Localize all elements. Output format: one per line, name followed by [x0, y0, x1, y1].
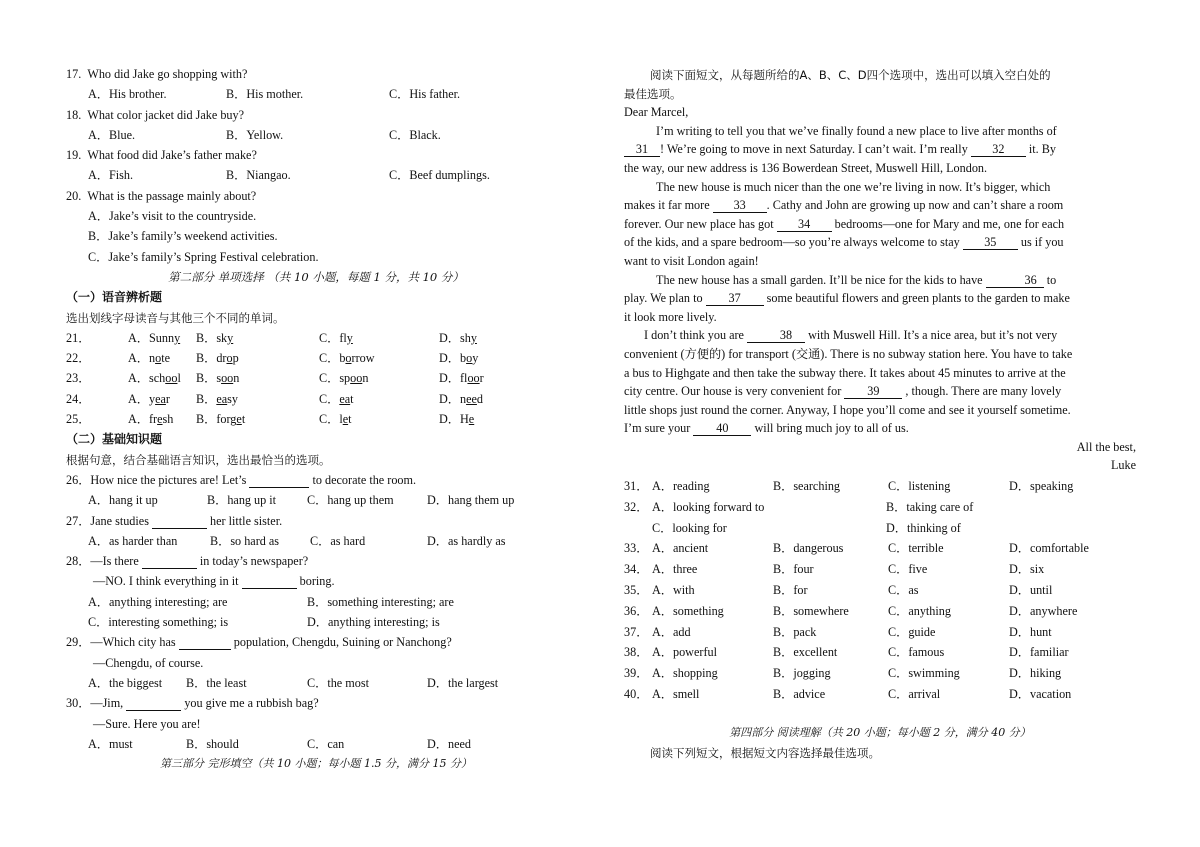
word-part: A．Sunn: [128, 330, 175, 345]
option-a[interactable]: A．anything interesting; are: [88, 594, 228, 609]
phonetics-question: [66, 409, 566, 429]
cloze-option-row: [624, 477, 1136, 498]
underlined-letters: y: [227, 330, 234, 345]
underlined-letters: y: [470, 330, 477, 345]
question-27: 27．Jane studies her little sister.: [66, 513, 283, 528]
underlined-letters: e: [342, 412, 349, 427]
word-part: D．sh: [439, 330, 471, 345]
underlined-letters: ea: [216, 391, 228, 406]
word-part: A．n: [128, 351, 156, 366]
option-b[interactable]: B．taking care of: [886, 499, 974, 514]
option-c[interactable]: C．looking for: [652, 520, 727, 535]
underlined-letters: oo: [467, 371, 480, 386]
option-c[interactable]: C．the most: [307, 675, 369, 690]
cloze-instruction: 阅读下面短文，从每题所给的A、B、C、D四个选项中，选出可以填入空白处的: [650, 68, 1051, 82]
word-part: sy: [227, 391, 238, 406]
option-c[interactable]: C．can: [307, 736, 345, 751]
question-20: 20. What is the passage mainly about?: [66, 188, 257, 203]
option-a[interactable]: [128, 389, 170, 409]
option-a[interactable]: A．reading: [652, 479, 710, 494]
option-a[interactable]: A．something: [652, 603, 724, 618]
question-30-reply: —Sure. Here you are!: [93, 716, 201, 731]
question-number: 33．: [624, 541, 649, 556]
blank-37[interactable]: 37: [706, 291, 764, 306]
option-a[interactable]: [128, 409, 173, 429]
answer-blank[interactable]: [142, 554, 197, 569]
option-a[interactable]: A．with: [652, 583, 695, 598]
option-b[interactable]: B．should: [186, 736, 239, 751]
underlined-letters: o: [466, 351, 473, 366]
underlined-letters: e: [157, 412, 163, 427]
letter-signature: Luke: [1110, 458, 1136, 473]
cloze-option-row: [624, 498, 1136, 519]
option-b[interactable]: B．His mother.: [226, 87, 304, 102]
blank-40[interactable]: 40: [693, 421, 751, 436]
cloze-option-row: [624, 519, 1136, 540]
option-b[interactable]: B．something interesting; are: [307, 594, 454, 609]
part2-title: 第二部分 单项选择 （共 10 小题，每题 1 分，共 10 分）: [168, 269, 464, 284]
option-b[interactable]: B．somewhere: [773, 603, 849, 618]
blank-38[interactable]: 38: [747, 328, 805, 343]
word-part: A．y: [128, 391, 156, 406]
underlined-letters: o: [226, 351, 233, 366]
question-number: 31．: [624, 479, 649, 494]
answer-blank[interactable]: [242, 574, 297, 589]
option-b[interactable]: [196, 409, 245, 429]
option-b[interactable]: B．pack: [773, 624, 817, 639]
option-a[interactable]: A．three: [652, 562, 698, 577]
underlined-letters: ea: [155, 391, 166, 406]
option-a[interactable]: A．Blue.: [88, 127, 136, 142]
option-a[interactable]: A．His brother.: [88, 87, 167, 102]
question-28: 28．—Is there in today’s newspaper?: [66, 554, 309, 569]
right-column: [624, 66, 1136, 764]
cloze-option-row: [624, 643, 1136, 664]
question-number: 23．: [66, 371, 91, 386]
underlined-letters: e: [468, 412, 475, 427]
option-b[interactable]: [196, 328, 233, 348]
question-17: 17. Who did Jake go shopping with?: [66, 67, 248, 81]
option-d[interactable]: D．hunt: [1009, 624, 1052, 639]
blank-32[interactable]: 32: [971, 142, 1026, 157]
passage-line: makes it far more 33 . Cathy and John are growing up now and can’t share a room: [624, 198, 1064, 213]
underlined-letters: oo: [221, 371, 234, 386]
question-number: 32．: [624, 499, 649, 514]
option-a[interactable]: [128, 328, 180, 348]
option-b[interactable]: B．Jake’s family’s weekend activities.: [88, 229, 278, 244]
word-part: te: [161, 351, 170, 366]
answer-blank[interactable]: [249, 473, 309, 488]
option-a[interactable]: A．ancient: [652, 541, 709, 556]
phonetics-question: [66, 368, 566, 388]
blank-39[interactable]: 39: [844, 384, 902, 399]
word-part: A．fr: [128, 412, 158, 427]
option-c[interactable]: C．anything: [888, 603, 951, 618]
passage-line: it look more lively.: [624, 309, 717, 324]
option-c[interactable]: C．arrival: [888, 687, 941, 702]
word-part: B．: [196, 391, 217, 406]
passage-line: The new house is much nicer than the one we’re living in now. It’s bigger, which: [656, 179, 1051, 194]
left-column: [66, 64, 566, 774]
word-part: D．n: [439, 391, 467, 406]
answer-blank[interactable]: [179, 635, 231, 650]
option-d[interactable]: D．as hardly as: [427, 533, 506, 548]
cloze-options: [624, 477, 1136, 706]
option-c[interactable]: C．swimming: [888, 666, 960, 681]
option-b[interactable]: B．so hard as: [210, 533, 280, 548]
cloze-option-row: [624, 560, 1136, 581]
word-part: t: [348, 412, 352, 427]
question-28-options-ab: [66, 592, 566, 612]
option-b[interactable]: B．for: [773, 583, 808, 598]
question-19-options: [66, 165, 566, 185]
question-29-reply: —Chengdu, of course.: [93, 655, 204, 670]
cloze-option-row: [624, 602, 1136, 623]
underlined-letters: ee: [466, 391, 477, 406]
option-d[interactable]: D．anywhere: [1009, 603, 1078, 618]
option-b[interactable]: B．searching: [773, 479, 841, 494]
question-27-options: [66, 531, 566, 551]
word-part: D．H: [439, 412, 469, 427]
passage-line: the way, our new address is 136 Bowerdean Street, Muswell Hill, London.: [624, 160, 988, 175]
option-c[interactable]: C．hang up them: [307, 493, 394, 508]
option-a[interactable]: A．Jake’s visit to the countryside.: [88, 209, 257, 224]
word-part: l: [177, 371, 181, 386]
phonetics-questions: [66, 328, 566, 429]
option-b[interactable]: [196, 368, 239, 388]
question-30-options: [66, 734, 566, 754]
passage-line: of the kids, and a spare bedroom—so you’re always welcome to stay 35 us if you: [624, 235, 1064, 250]
underlined-letters: o: [345, 351, 352, 366]
option-c[interactable]: C．as: [888, 583, 919, 598]
option-d[interactable]: [439, 368, 484, 388]
option-d[interactable]: D．hang them up: [427, 493, 515, 508]
option-c[interactable]: C．His father.: [389, 87, 461, 102]
option-d[interactable]: D．vacation: [1009, 687, 1072, 702]
passage-line: forever. Our new place has got 34 bedrooms—one for Mary and me, one for each: [624, 216, 1065, 231]
option-c[interactable]: [319, 409, 352, 429]
option-d[interactable]: D．the largest: [427, 675, 499, 690]
option-b[interactable]: B．Niangao.: [226, 168, 291, 183]
passage-line: a bus to Highgate and then take the subway there. It takes about 45 minutes to arrive at the: [624, 365, 1066, 380]
word-part: n: [362, 371, 369, 386]
underlined-letters: oo: [350, 371, 363, 386]
option-a[interactable]: [128, 368, 181, 388]
question-number: 40．: [624, 687, 649, 702]
word-part: sh: [162, 412, 174, 427]
answer-blank[interactable]: [126, 696, 181, 711]
option-d[interactable]: [439, 328, 477, 348]
passage-line: want to visit London again!: [624, 253, 759, 268]
phonetics-question: [66, 328, 566, 348]
option-c[interactable]: [319, 389, 354, 409]
word-part: B．forg: [196, 412, 237, 427]
word-part: t: [241, 412, 246, 427]
option-b[interactable]: [196, 348, 239, 368]
part2-sub1: （一）语音辨析题: [66, 290, 163, 305]
blank-31[interactable]: 31: [624, 142, 660, 157]
blank-34[interactable]: 34: [777, 217, 832, 232]
question-28-reply: —NO. I think everything in it boring.: [93, 574, 335, 589]
option-b[interactable]: B．excellent: [773, 645, 838, 660]
word-part: p: [232, 351, 239, 366]
option-b[interactable]: B．four: [773, 562, 814, 577]
question-19: 19. What food did Jake’s father make?: [66, 148, 257, 163]
question-18-options: [66, 125, 566, 145]
cloze-option-row: [624, 623, 1136, 644]
underlined-letters: oo: [165, 371, 178, 386]
question-number: 39．: [624, 666, 649, 681]
option-b[interactable]: B．hang up it: [207, 493, 277, 508]
option-d[interactable]: D．anything interesting; is: [307, 615, 440, 630]
option-a[interactable]: A．as harder than: [88, 533, 178, 548]
question-29: 29．—Which city has population, Chengdu, Suining or Nanchong?: [66, 635, 452, 650]
option-c[interactable]: [319, 328, 353, 348]
part4-instruction: 阅读下列短文，根据短文内容选择最佳选项。: [650, 746, 880, 761]
part3-title: 第三部分 完形填空（共 10 小题；每小题 1.5 分，满分 15 分）: [160, 757, 472, 771]
word-part: C．l: [319, 412, 343, 427]
option-c[interactable]: C．terrible: [888, 541, 944, 556]
underlined-letters: y: [174, 330, 181, 345]
question-number: 34．: [624, 562, 649, 577]
option-d[interactable]: [439, 348, 478, 368]
option-c[interactable]: [319, 348, 375, 368]
part2-instruction1: 选出划线字母读音与其他三个不同的单词。: [66, 310, 285, 325]
option-c[interactable]: C．five: [888, 562, 928, 577]
question-26: 26．How nice the pictures are! Let’s to decorate the room.: [66, 472, 417, 487]
word-part: B．s: [196, 371, 222, 386]
blank-36[interactable]: 36: [986, 273, 1044, 288]
option-a[interactable]: A．add: [652, 624, 691, 639]
word-part: y: [472, 351, 479, 366]
option-d[interactable]: D．hiking: [1009, 666, 1062, 681]
phonetics-question: [66, 389, 566, 409]
question-number: 37．: [624, 624, 649, 639]
underlined-letters: o: [155, 351, 162, 366]
word-part: C．sp: [319, 371, 351, 386]
option-d[interactable]: D．comfortable: [1009, 541, 1089, 556]
option-d[interactable]: D．six: [1009, 562, 1045, 577]
question-17-options: [66, 84, 566, 104]
question-number: 24．: [66, 391, 91, 406]
option-a[interactable]: A．Fish.: [88, 168, 134, 183]
question-number: 35．: [624, 583, 649, 598]
option-a[interactable]: A．the biggest: [88, 675, 163, 690]
word-part: B．sk: [196, 330, 228, 345]
option-a[interactable]: A．smell: [652, 687, 700, 702]
question-26-options: [66, 490, 566, 510]
passage-line: little shops just round the corner. Anyway, I hope you’ll come and see it yourself sometime.: [624, 402, 1071, 417]
part2-sub2: （二）基础知识题: [66, 432, 163, 447]
word-part: rrow: [351, 351, 375, 366]
option-b[interactable]: B．the least: [186, 675, 247, 690]
cloze-option-row: [624, 539, 1136, 560]
option-d[interactable]: D．thinking of: [886, 520, 961, 535]
option-a[interactable]: A．must: [88, 736, 133, 751]
question-30: 30．—Jim, you give me a rubbish bag?: [66, 696, 319, 711]
option-b[interactable]: B．Yellow.: [226, 127, 284, 142]
passage-line: play. We plan to 37 some beautiful flowers and green plants to the garden to make: [624, 291, 1070, 306]
passage-line: The new house has a small garden. It’ll be nice for the kids to have 36 to: [656, 272, 1057, 287]
question-29-options: [66, 673, 566, 693]
word-part: D．fl: [439, 371, 468, 386]
underlined-letters: e: [236, 412, 242, 427]
option-d[interactable]: D．until: [1009, 583, 1053, 598]
option-c[interactable]: C．interesting something; is: [88, 615, 229, 630]
option-d[interactable]: D．need: [427, 736, 471, 751]
word-part: C．fl: [319, 330, 347, 345]
phonetics-question: [66, 348, 566, 368]
cloze-option-row: [624, 581, 1136, 602]
answer-blank[interactable]: [152, 514, 207, 529]
word-part: t: [350, 391, 354, 406]
question-number: 21．: [66, 330, 91, 345]
underlined-letters: ea: [339, 391, 351, 406]
option-c[interactable]: C．as hard: [310, 533, 366, 548]
option-d[interactable]: D．familiar: [1009, 645, 1069, 660]
option-a[interactable]: A．powerful: [652, 645, 717, 660]
option-a[interactable]: [128, 348, 170, 368]
underlined-letters: y: [346, 330, 353, 345]
option-d[interactable]: [439, 409, 474, 429]
option-d[interactable]: D．speaking: [1009, 479, 1074, 494]
part2-instruction2: 根据句意，结合基础语言知识，选出最恰当的选项。: [66, 452, 331, 467]
part4-title: 第四部分 阅读理解（共 20 小题；每小题 2 分，满分 40 分）: [729, 725, 1031, 739]
word-part: A．sch: [128, 371, 166, 386]
passage-line: 31 ! We’re going to move in next Saturday. I can’t wait. I’m really 32 it. By: [624, 140, 1136, 159]
passage-line: I don’t think you are 38 with Muswell Hill. It’s a nice area, but it’s not very: [644, 328, 1058, 343]
question-number: 25．: [66, 412, 91, 427]
letter-closing: All the best,: [1076, 439, 1136, 454]
option-c[interactable]: C．Jake’s family’s Spring Festival celebration.: [88, 249, 319, 264]
question-number: 36．: [624, 603, 649, 618]
word-part: r: [165, 391, 170, 406]
passage-line: I’m sure your 40 will bring much joy to all of us.: [624, 421, 909, 436]
word-part: B．dr: [196, 351, 227, 366]
word-part: C．: [319, 391, 340, 406]
option-d[interactable]: [439, 389, 483, 409]
letter-salutation: Dear Marcel,: [624, 105, 689, 120]
question-18: 18. What color jacket did Jake buy?: [66, 107, 245, 122]
word-part: r: [479, 371, 484, 386]
option-b[interactable]: B．dangerous: [773, 541, 844, 556]
option-c[interactable]: C．Beef dumplings.: [389, 168, 490, 183]
question-28-options-cd: [66, 612, 566, 632]
option-b[interactable]: B．advice: [773, 687, 826, 702]
option-b[interactable]: [196, 389, 238, 409]
passage-line: I’m writing to tell you that we’ve finally found a new place to live after months of: [656, 123, 1057, 138]
option-a[interactable]: A．hang it up: [88, 493, 158, 508]
option-c[interactable]: C．Black.: [389, 127, 441, 142]
question-number: 38．: [624, 645, 649, 660]
cloze-instruction-cont: 最佳选项。: [624, 86, 682, 101]
blank-35[interactable]: 35: [963, 235, 1018, 250]
word-part: d: [476, 391, 484, 406]
option-c[interactable]: C．listening: [888, 479, 951, 494]
word-part: n: [233, 371, 240, 386]
passage-line: city centre. Our house is very convenient for 39 , though. There are many lovely: [624, 384, 1062, 399]
question-number: 22．: [66, 351, 91, 366]
option-b[interactable]: B．jogging: [773, 666, 831, 681]
cloze-option-row: [624, 685, 1136, 706]
option-c[interactable]: C．guide: [888, 624, 936, 639]
word-part: C．b: [319, 351, 346, 366]
option-a[interactable]: A．shopping: [652, 666, 718, 681]
option-c[interactable]: C．famous: [888, 645, 945, 660]
passage-line: convenient (方便的) for transport (交通). There is no subway station here. You have to take: [624, 346, 1073, 361]
word-part: D．b: [439, 351, 467, 366]
cloze-option-row: [624, 664, 1136, 685]
option-c[interactable]: [319, 368, 368, 388]
option-a[interactable]: A．looking forward to: [652, 499, 765, 514]
blank-33[interactable]: 33: [713, 198, 767, 213]
